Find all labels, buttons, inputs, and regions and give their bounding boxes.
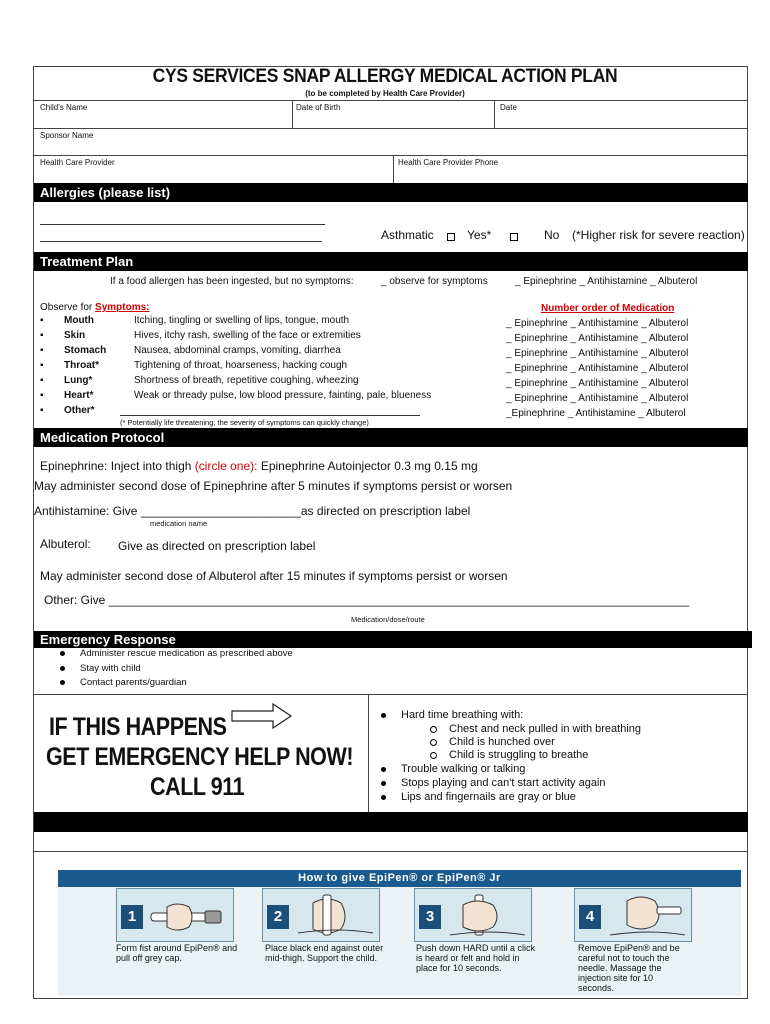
divider — [34, 100, 748, 101]
emergency-sign: Chest and neck pulled in with breathing — [430, 723, 641, 735]
epi-post: Epinephrine Autoinjector 0.3 mg 0.15 mg — [260, 459, 478, 473]
emergency-sign: Lips and fingernails are gray or blue — [381, 791, 576, 803]
yes-checkbox[interactable] — [447, 233, 455, 241]
symptom-description: Hives, itchy rash, swelling of the face or extremities — [134, 330, 361, 341]
no-checkbox[interactable] — [510, 233, 518, 241]
symptom-description: Weak or thready pulse, low blood pressure, fainting, pale, blueness — [134, 390, 432, 401]
step-2-illustration — [262, 888, 380, 942]
antihistamine-line: Antihistamine: Give ________________________as directed on prescription label — [34, 504, 471, 518]
divider — [34, 851, 748, 852]
call-911-text: CALL 911 — [150, 773, 245, 801]
treatment-intro: If a food allergen has been ingested, but no symptoms: — [110, 276, 354, 287]
symptom-row — [40, 315, 440, 329]
bullet-icon — [60, 651, 65, 656]
divider — [34, 128, 748, 129]
symptom-description: Nausea, abdominal cramps, vomiting, diarrhea — [134, 345, 341, 356]
medication-order-row: _Epinephrine _ Antihistamine _ Albuterol — [506, 408, 686, 419]
epi-circle-one: (circle one): — [194, 459, 258, 473]
bullet-icon: ▪ — [40, 315, 44, 326]
symptom-footnote: (* Potentially life threatening; the severity of symptoms can quickly change) — [120, 418, 369, 427]
protocol-heading: Medication Protocol — [34, 428, 748, 447]
medication-order-row: _ Epinephrine _ Antihistamine _ Albuterol — [506, 363, 689, 374]
medication-order-row: _ Epinephrine _ Antihistamine _ Albuterol — [506, 318, 689, 329]
bullet-icon: ▪ — [40, 345, 44, 356]
step-number: 4 — [579, 905, 601, 929]
emergency-sign: Hard time breathing with: — [381, 709, 523, 721]
allergy-line — [40, 224, 325, 225]
emergency-sign: Child is hunched over — [430, 736, 555, 748]
provider-phone-label: Health Care Provider Phone — [398, 158, 499, 167]
step-4-text: Remove EpiPen® and be careful not to touch the needle. Massage the injection site for 10 seconds. — [578, 943, 680, 993]
bullet-icon — [60, 680, 65, 685]
bullet-icon: ▪ — [40, 405, 44, 416]
step-number: 1 — [121, 905, 143, 929]
bullet-icon — [381, 767, 386, 772]
symptom-row — [40, 330, 440, 344]
bullet-icon — [381, 713, 386, 718]
number-order-heading: Number order of Medication — [541, 303, 675, 314]
childs-name-label: Child's Name — [40, 103, 88, 112]
other-line — [120, 415, 420, 416]
emergency-sign: Child is struggling to breathe — [430, 749, 588, 761]
asthmatic-label: Asthmatic — [381, 228, 434, 242]
epipen-illustration-icon — [445, 893, 527, 937]
epipen-illustration-icon — [147, 899, 229, 935]
symptom-row — [40, 345, 440, 359]
symptom-row — [40, 405, 440, 419]
symptom-name: Heart* — [64, 390, 94, 401]
divider — [292, 100, 293, 128]
emergency-sign: Trouble walking or talking — [381, 763, 525, 775]
step-2-text: Place black end against outer mid-thigh. Support the child. — [265, 943, 384, 963]
symptom-row — [40, 390, 440, 404]
bullet-icon — [381, 795, 386, 800]
circle-bullet-icon — [430, 739, 437, 746]
bullet-icon: ▪ — [40, 360, 44, 371]
get-help-text: GET EMERGENCY HELP NOW! — [46, 743, 354, 771]
bullet-icon — [60, 666, 65, 671]
allergy-line — [40, 241, 322, 242]
no-label: No — [544, 228, 560, 242]
albuterol-text: Give as directed on prescription label — [118, 539, 316, 553]
symptom-row — [40, 360, 440, 374]
medication-order-row: _ Epinephrine _ Antihistamine _ Albuterol — [506, 333, 689, 344]
if-this-happens-text: IF THIS HAPPENS — [49, 713, 227, 741]
dob-label: Date of Birth — [296, 103, 341, 112]
symptom-description: Shortness of breath, repetitive coughing, wheezing — [134, 375, 359, 386]
higher-risk-note: (*Higher risk for severe reaction) — [572, 228, 745, 242]
circle-bullet-icon — [430, 726, 437, 733]
divider — [34, 694, 748, 695]
medication-order-row: _ Epinephrine _ Antihistamine _ Albuterol — [506, 378, 689, 389]
symptom-name: Other* — [64, 405, 95, 416]
no-symptom-med-options: _ Epinephrine _ Antihistamine _ Albuterol — [515, 276, 698, 287]
epinephrine-line — [40, 459, 478, 473]
form-subtitle: (to be completed by Health Care Provider) — [305, 89, 465, 98]
divider — [494, 100, 495, 128]
step-4-illustration — [574, 888, 692, 942]
symptom-description: Tightening of throat, hoarseness, hacking cough — [134, 360, 348, 371]
other-med-line: Other: Give _______________________________________________________________________________________ — [44, 593, 690, 607]
epi-second-dose: May administer second dose of Epinephrine after 5 minutes if symptoms persist or worsen — [34, 479, 513, 493]
symptoms-label: Symptoms: — [95, 302, 150, 313]
step-3-text: Push down HARD until a click is heard or felt and hold in place for 10 seconds. — [416, 943, 536, 973]
symptom-description: Itching, tingling or swelling of lips, tongue, mouth — [134, 315, 350, 326]
symptom-row — [40, 375, 440, 389]
step-1-illustration — [116, 888, 234, 942]
emergency-sign: Stops playing and can't start activity again — [381, 777, 606, 789]
bullet-icon: ▪ — [40, 375, 44, 386]
medication-order-row: _ Epinephrine _ Antihistamine _ Albuterol — [506, 393, 689, 404]
step-3-illustration — [414, 888, 532, 942]
step-number: 2 — [267, 905, 289, 929]
divider — [368, 694, 369, 812]
symptom-name: Mouth — [64, 315, 94, 326]
observe-option: _ observe for symptoms — [381, 276, 488, 287]
form-title: CYS SERVICES SNAP ALLERGY MEDICAL ACTION PLAN — [152, 66, 618, 87]
form-frame — [33, 66, 748, 999]
epipen-banner: How to give EpiPen® or EpiPen® Jr — [58, 870, 741, 887]
date-label: Date — [500, 103, 517, 112]
emergency-item: Contact parents/guardian — [60, 677, 187, 688]
bullet-icon: ▪ — [40, 330, 44, 341]
symptom-name: Skin — [64, 330, 86, 341]
divider — [34, 155, 748, 156]
yes-label: Yes* — [467, 228, 492, 242]
emergency-item: Administer rescue medication as prescribed above — [60, 648, 293, 659]
med-dose-route-caption: Medication/dose/route — [351, 615, 425, 624]
observe-for-text: Observe for — [40, 302, 93, 313]
epipen-illustration-icon — [605, 893, 687, 937]
epi-pre: Epinephrine: Inject into thigh — [40, 459, 192, 473]
step-1-text: Form fist around EpiPen® and pull off grey cap. — [116, 943, 238, 963]
allergies-heading: Allergies (please list) — [34, 183, 748, 202]
emergency-heading: Emergency Response — [34, 631, 752, 648]
bullet-icon — [381, 781, 386, 786]
bullet-icon: ▪ — [40, 390, 44, 401]
observe-for-line — [40, 302, 149, 313]
provider-label: Health Care Provider — [40, 158, 115, 167]
black-band — [34, 812, 748, 832]
medication-name-caption: medication name — [150, 519, 208, 528]
treatment-heading: Treatment Plan — [34, 252, 748, 271]
symptom-name: Stomach — [64, 345, 107, 356]
emergency-item: Stay with child — [60, 663, 141, 674]
symptom-name: Lung* — [64, 375, 93, 386]
divider — [393, 155, 394, 183]
medication-order-row: _ Epinephrine _ Antihistamine _ Albuterol — [506, 348, 689, 359]
sponsor-label: Sponsor Name — [40, 131, 94, 140]
right-arrow-icon — [231, 702, 293, 730]
epipen-illustration-icon — [293, 893, 375, 937]
step-number: 3 — [419, 905, 441, 929]
albuterol-second-dose: May administer second dose of Albuterol after 15 minutes if symptoms persist or worsen — [40, 569, 508, 583]
albuterol-label: Albuterol: — [40, 537, 91, 551]
circle-bullet-icon — [430, 752, 437, 759]
symptom-name: Throat* — [64, 360, 99, 371]
